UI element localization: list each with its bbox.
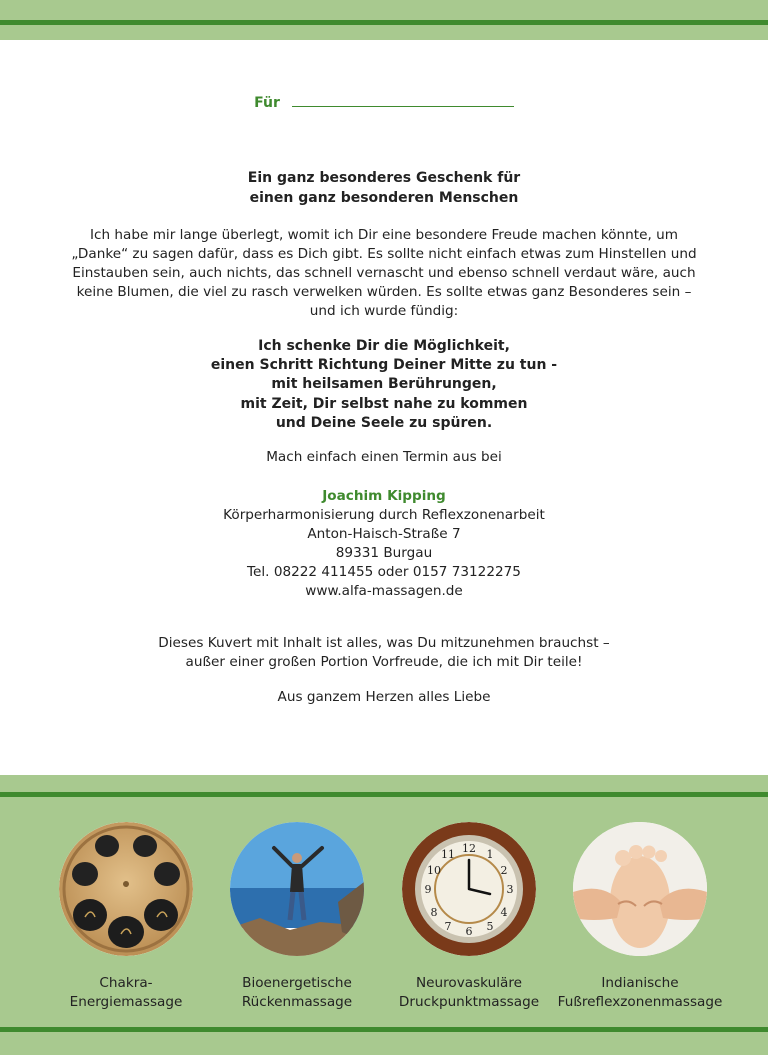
intro-line: und ich wurde fündig:	[309, 303, 459, 319]
service-name: Neurovaskuläre	[415, 975, 523, 991]
person-at-sea-photo	[230, 822, 364, 956]
intro-paragraph	[0, 226, 768, 321]
svg-text:2: 2	[500, 864, 508, 877]
service-name: Bioenergetische	[242, 975, 352, 991]
contact-website[interactable]: www.alfa-massagen.de	[305, 583, 463, 599]
recipient-blank-field	[292, 92, 514, 107]
service-name: Chakra-	[99, 975, 153, 991]
services-band	[0, 775, 768, 1055]
hot-stones-photo	[59, 822, 193, 956]
svg-text:6: 6	[465, 925, 473, 938]
gift-statement	[0, 337, 768, 433]
service-caption	[379, 974, 559, 1012]
envelope-note	[0, 634, 768, 672]
svg-text:9: 9	[424, 883, 432, 896]
gift-line: mit Zeit, Dir selbst nahe zu kommen	[240, 395, 528, 412]
svg-text:11: 11	[441, 848, 455, 861]
intro-line: „Danke“ zu sagen dafür, dass es Dich gibt. Es sollte nicht einfach etwas zum Hinstellen und	[71, 246, 697, 262]
service-name: Druckpunktmassage	[398, 994, 540, 1010]
service-name: Indianische	[601, 975, 679, 991]
top-divider-line	[0, 20, 768, 25]
intro-line: Einstauben sein, auch nichts, das schnell vernascht und ebenso schnell verdaut wäre, auch	[72, 265, 696, 281]
services-divider-bottom	[0, 1027, 768, 1032]
contact-block	[0, 487, 768, 601]
intro-line: Ich habe mir lange überlegt, womit ich Dir eine besondere Freude machen könnte, um	[90, 227, 678, 243]
svg-text:5: 5	[486, 920, 494, 933]
clock-photo	[402, 822, 536, 956]
service-caption	[207, 974, 387, 1012]
headline-line: Ein ganz besonderes Geschenk für	[247, 170, 521, 186]
svg-text:7: 7	[444, 920, 452, 933]
gift-line: und Deine Seele zu spüren.	[275, 414, 493, 431]
gift-line: Ich schenke Dir die Möglichkeit,	[258, 338, 510, 354]
recipient-label: Für	[254, 95, 280, 111]
service-caption	[550, 974, 730, 1012]
headline-line: einen ganz besonderen Menschen	[249, 189, 519, 206]
recipient-line	[0, 92, 768, 111]
gift-line: einen Schritt Richtung Deiner Mitte zu tun -	[210, 357, 558, 374]
service-name: Rückenmassage	[241, 994, 353, 1010]
contact-title: Körperharmonisierung durch Reflexzonenarbeit	[223, 507, 545, 523]
intro-line: keine Blumen, die viel zu rasch verwelken würden. Es sollte etwas ganz Besonderes sein –	[76, 284, 692, 300]
service-name: Fußreflexzonenmassage	[557, 994, 723, 1010]
svg-text:12: 12	[462, 842, 476, 855]
headline	[0, 169, 768, 208]
envelope-line: außer einer großen Portion Vorfreude, die ich mit Dir teile!	[185, 654, 583, 670]
svg-text:3: 3	[506, 883, 514, 896]
contact-phone: Tel. 08222 411455 oder 0157 73122275	[247, 564, 521, 580]
service-name: Energiemassage	[69, 994, 183, 1010]
service-caption	[36, 974, 216, 1012]
services-divider-top	[0, 792, 768, 797]
svg-text:10: 10	[427, 864, 441, 877]
foot-massage-photo	[573, 822, 707, 956]
appointment-text: Mach einfach einen Termin aus bei	[266, 449, 502, 465]
svg-text:4: 4	[500, 906, 508, 919]
envelope-line: Dieses Kuvert mit Inhalt ist alles, was Du mitzunehmen brauchst –	[158, 635, 610, 651]
voucher-content	[0, 40, 768, 775]
svg-text:8: 8	[430, 906, 438, 919]
contact-city: 89331 Burgau	[335, 545, 433, 561]
contact-street: Anton-Haisch-Straße 7	[307, 526, 461, 542]
closing-text: Aus ganzem Herzen alles Liebe	[277, 689, 491, 705]
gift-line: mit heilsamen Berührungen,	[271, 376, 497, 393]
svg-text:1: 1	[486, 848, 494, 861]
contact-name: Joachim Kipping	[322, 488, 446, 504]
top-band	[0, 0, 768, 40]
